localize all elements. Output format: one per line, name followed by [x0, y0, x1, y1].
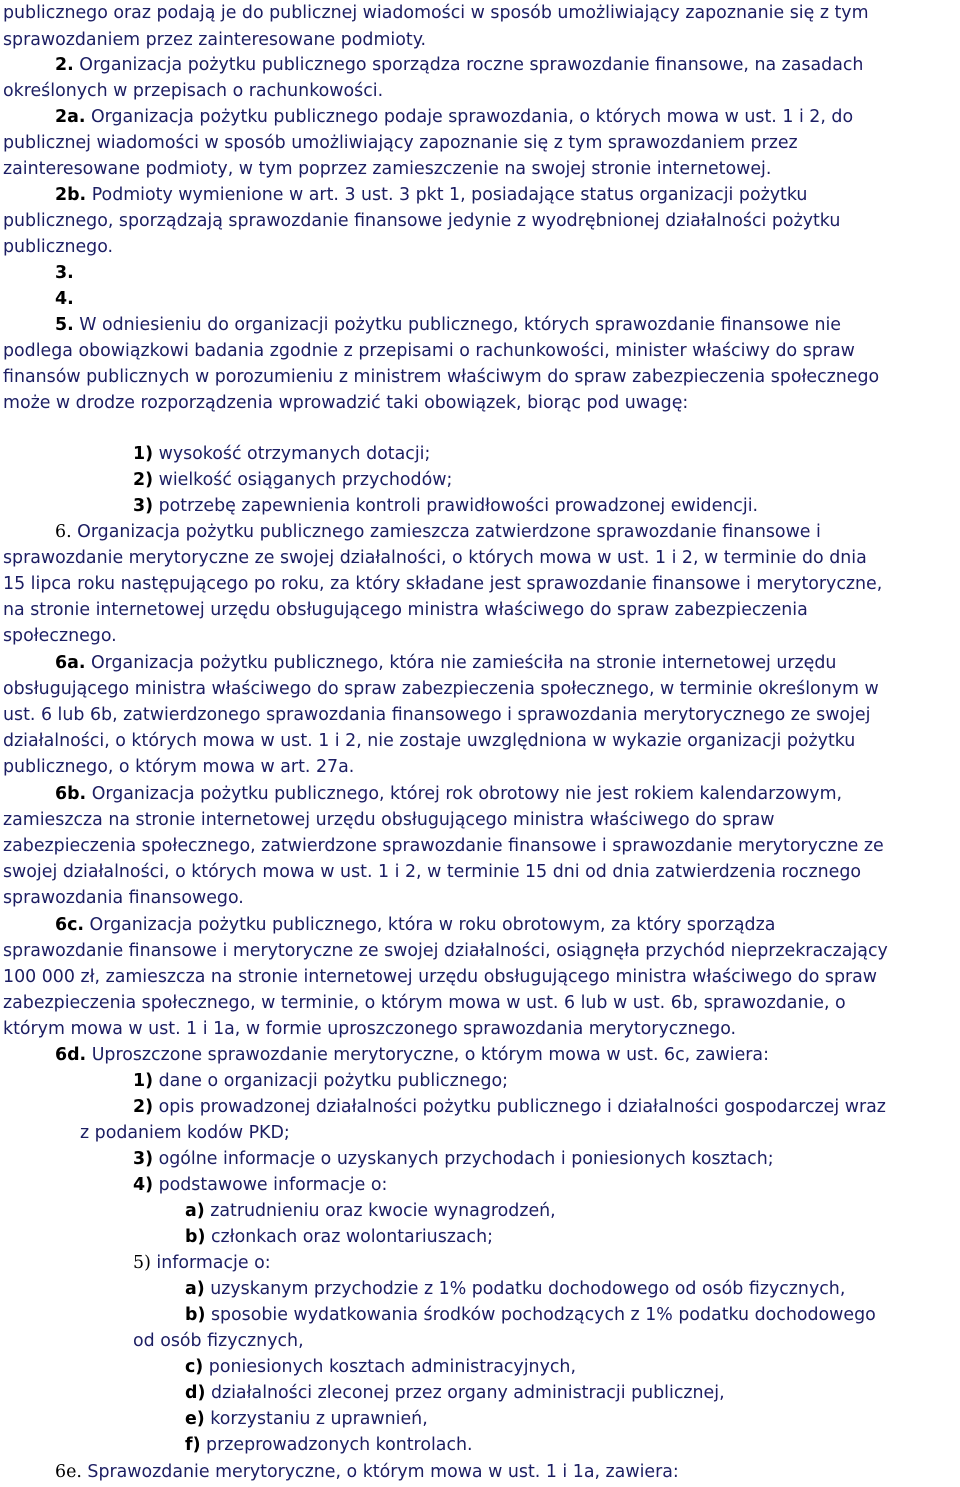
- text-line: sprawozdania finansowego.: [3, 888, 244, 908]
- paragraph-4: 4.: [55, 289, 74, 309]
- text-line: zamieszcza na stronie internetowej urzędu obsługującego ministra właściwego do spraw: [3, 810, 775, 830]
- paragraph-number: 6b.: [55, 784, 87, 804]
- text-line: zainteresowane podmioty, w tym poprzez zamieszczenie na swojej stronie internetowej.: [3, 159, 772, 179]
- text-line: określonych w przepisach o rachunkowości.: [3, 81, 384, 101]
- list-item: 1) wysokość otrzymanych dotacji;: [133, 444, 431, 464]
- paragraph-number: 6c.: [55, 915, 85, 935]
- text-line: publicznego.: [3, 237, 114, 257]
- paragraph-number: 6.: [55, 522, 72, 542]
- text-line: którym mowa w ust. 1 i 1a, w formie uproszczonego sprawozdania merytorycznego.: [3, 1019, 737, 1039]
- list-subitem: c) poniesionych kosztach administracyjnych,: [185, 1357, 576, 1377]
- text-line: zabezpieczenia społecznego, zatwierdzone sprawozdanie finansowe i sprawozdanie merytoryczne ze: [3, 836, 884, 856]
- paragraph-6: 6. Organizacja pożytku publicznego zamieszcza zatwierdzone sprawozdanie finansowe i: [55, 522, 821, 542]
- list-item: 2) wielkość osiąganych przychodów;: [133, 470, 453, 490]
- text-line: ust. 6 lub 6b, zatwierdzonego sprawozdania finansowego i sprawozdania merytorycznego ze swojej: [3, 705, 871, 725]
- text-line: sprawozdaniem przez zainteresowane podmioty.: [3, 30, 427, 50]
- list-subitem: d) działalności zleconej przez organy administracji publicznej,: [185, 1383, 725, 1403]
- text-line: obsługującego ministra właściwego do spraw zabezpieczenia społecznego, w terminie określonym w: [3, 679, 879, 699]
- list-item: 3) ogólne informacje o uzyskanych przychodach i poniesionych kosztach;: [133, 1149, 774, 1169]
- list-item: 3) potrzebę zapewnienia kontroli prawidłowości prowadzonej ewidencji.: [133, 496, 759, 516]
- paragraph-6a: 6a. Organizacja pożytku publicznego, która nie zamieściła na stronie internetowej urzędu: [55, 653, 837, 673]
- list-subitem: a) uzyskanym przychodzie z 1% podatku dochodowego od osób fizycznych,: [185, 1279, 846, 1299]
- paragraph-number: 2.: [55, 55, 74, 75]
- paragraph-5: 5. W odniesieniu do organizacji pożytku publicznego, których sprawozdanie finansowe nie: [55, 315, 842, 335]
- text-line: od osób fizycznych,: [133, 1331, 304, 1351]
- paragraph-number: 2b.: [55, 185, 87, 205]
- text-line: finansów publicznych w porozumieniu z ministrem właściwym do spraw zabezpieczenia społecznego: [3, 367, 880, 387]
- paragraph-2b: 2b. Podmioty wymienione w art. 3 ust. 3 pkt 1, posiadające status organizacji pożytku: [55, 185, 808, 205]
- list-item: 2) opis prowadzonej działalności pożytku publicznego i działalności gospodarczej wraz: [133, 1097, 886, 1117]
- paragraph-number: 6e.: [55, 1462, 82, 1482]
- text-line: może w drodze rozporządzenia wprowadzić taki obowiązek, biorąc pod uwagę:: [3, 393, 689, 413]
- list-item: 4) podstawowe informacje o:: [133, 1175, 388, 1195]
- list-subitem: b) sposobie wydatkowania środków pochodzących z 1% podatku dochodowego: [185, 1305, 876, 1325]
- text-line: swojej działalności, o których mowa w ust. 1 i 2, w terminie 15 dni od dnia zatwierdzenia rocznego: [3, 862, 862, 882]
- paragraph-6c: 6c. Organizacja pożytku publicznego, która w roku obrotowym, za który sporządza: [55, 915, 776, 935]
- paragraph-2: 2. Organizacja pożytku publicznego sporządza roczne sprawozdanie finansowe, na zasadach: [55, 55, 864, 75]
- text-line: 100 000 zł, zamieszcza na stronie internetowej urzędu obsługującego ministra właściwego do spraw: [3, 967, 878, 987]
- list-subitem: a) zatrudnieniu oraz kwocie wynagrodzeń,: [185, 1201, 556, 1221]
- list-subitem: b) członkach oraz wolontariuszach;: [185, 1227, 493, 1247]
- list-item: 5) informacje o:: [133, 1253, 271, 1273]
- text-line: publicznej wiadomości w sposób umożliwiający zapoznanie się z tym sprawozdaniem przez: [3, 133, 798, 153]
- text-line: podlega obowiązkowi badania zgodnie z przepisami o rachunkowości, minister właściwy do spraw: [3, 341, 855, 361]
- text-line: sprawozdanie finansowe i merytoryczne ze swojej działalności, osiągnęła przychód nieprzekraczający: [3, 941, 888, 961]
- text-line: społecznego.: [3, 626, 117, 646]
- text-line: publicznego, sporządzają sprawozdanie finansowe jedynie z wyodrębnionej działalności pożytku: [3, 211, 841, 231]
- text-line: publicznego oraz podają je do publicznej wiadomości w sposób umożliwiający zapoznanie się z tym: [3, 3, 869, 23]
- text-line: zabezpieczenia społecznego, w terminie, o którym mowa w ust. 6 lub w ust. 6b, sprawozdanie, o: [3, 993, 846, 1013]
- paragraph-number: 6a.: [55, 653, 86, 673]
- paragraph-number: 5.: [55, 315, 74, 335]
- paragraph-6b: 6b. Organizacja pożytku publicznego, której rok obrotowy nie jest rokiem kalendarzowym,: [55, 784, 843, 804]
- list-subitem: e) korzystaniu z uprawnień,: [185, 1409, 428, 1429]
- list-subitem: f) przeprowadzonych kontrolach.: [185, 1435, 473, 1455]
- text-line: sprawozdanie merytoryczne ze swojej działalności, o których mowa w ust. 1 i 2, w terminie do dnia: [3, 548, 867, 568]
- text-line: na stronie internetowej urzędu obsługującego ministra właściwego do spraw zabezpieczenia: [3, 600, 808, 620]
- paragraph-2a: 2a. Organizacja pożytku publicznego podaje sprawozdania, o których mowa w ust. 1 i 2, do: [55, 107, 854, 127]
- paragraph-number: 2a.: [55, 107, 86, 127]
- paragraph-3: 3.: [55, 263, 74, 283]
- text-line: publicznego, o którym mowa w art. 27a.: [3, 757, 355, 777]
- paragraph-6e: 6e. Sprawozdanie merytoryczne, o którym mowa w ust. 1 i 1a, zawiera:: [55, 1462, 679, 1482]
- text-line: działalności, o których mowa w ust. 1 i 2, nie zostaje uwzględniona w wykazie organizacji pożytku: [3, 731, 856, 751]
- paragraph-number: 6d.: [55, 1045, 87, 1065]
- text-line: z podaniem kodów PKD;: [80, 1123, 290, 1143]
- paragraph-6d: 6d. Uproszczone sprawozdanie merytoryczne, o którym mowa w ust. 6c, zawiera:: [55, 1045, 769, 1065]
- text-line: 15 lipca roku następującego po roku, za który składane jest sprawozdanie finansowe i merytoryczne,: [3, 574, 883, 594]
- list-item: 1) dane o organizacji pożytku publicznego;: [133, 1071, 508, 1091]
